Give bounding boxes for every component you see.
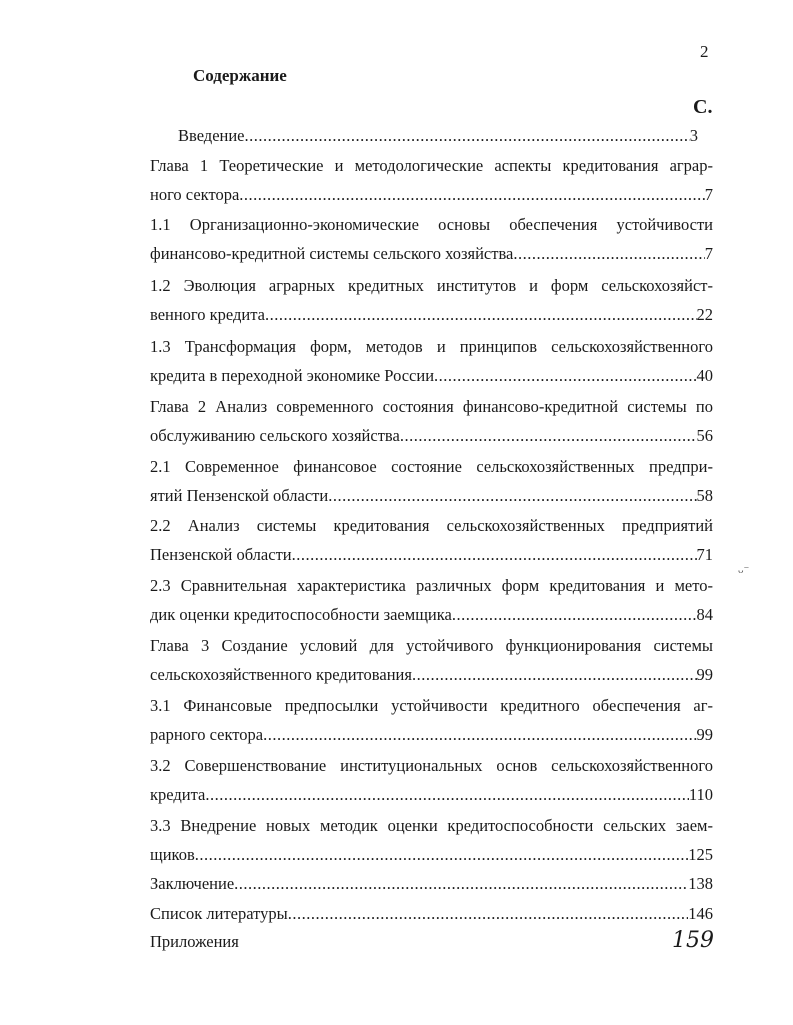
dot-leader [400,422,697,450]
toc-entry-title: Введение [178,126,245,145]
toc-entry [150,240,713,268]
dot-leader [434,362,696,390]
toc-page-number: 58 [696,486,713,505]
toc-entry-line: Глава 3 Создание условий для устойчивого функционирования системы [150,636,713,655]
toc-entry-title: кредита в переходной экономике России [150,366,435,385]
toc-page-number: 125 [688,845,713,864]
dot-leader [328,482,696,510]
dot-leader [205,781,689,809]
toc-entry-line: Глава 2 Анализ современного состояния финансово-кредитной системы по [150,397,713,416]
toc-page-number: 84 [696,605,713,624]
toc-entry-title: обслуживанию сельского хозяйства [150,426,400,445]
dot-leader [288,900,689,928]
toc-entry-line: 3.1 Финансовые предпосылки устойчивости кредитного обеспечения аг- [150,696,713,715]
dot-leader [513,240,704,268]
toc-entry [150,900,713,928]
toc-page-number: 7 [704,244,713,263]
toc-page-number: 110 [688,785,713,804]
dot-leader [265,301,697,329]
dot-leader [292,541,697,569]
dot-leader [412,661,697,689]
toc-entry-line: Глава 1 Теоретические и методологические аспекты кредитования аграр- [150,156,713,175]
toc-entry-title: кредита [150,785,206,804]
toc-entry-title: сельскохозяйственного кредитования [150,665,412,684]
toc-entry-line: 1.2 Эволюция аграрных кредитных институтов и форм сельскохозяйст- [150,276,713,295]
toc-entry [150,422,713,450]
toc-entry [150,181,713,209]
toc-entry-line: 1.1 Организационно-экономические основы обеспечения устойчивости [150,215,713,234]
toc-entry [150,870,713,898]
toc-entry-line: 3.3 Внедрение новых методик оценки кредитоспособности сельских заем- [150,816,713,835]
toc-entry [150,541,713,569]
toc-entry-title: ного сектора [150,185,240,204]
toc-entry-title: венного кредита [150,305,265,324]
toc-entry [150,841,713,869]
toc-entry [150,721,713,749]
toc-page-number: 40 [696,366,713,385]
toc-page-number: 7 [704,185,713,204]
toc-entry-line: 3.2 Совершенствование институциональных основ сельскохозяйственного [150,756,713,775]
toc-entry-title: Список литературы [150,904,288,923]
handwritten-page-number: 159 [672,928,714,953]
toc-entry-title: рарного сектора [150,725,264,744]
toc-entry-line: 2.3 Сравнительная характеристика различных форм кредитования и мето- [150,576,713,595]
scan-mark: ᴗ⁻ [738,564,750,576]
toc-entry-title: щиков [150,845,195,864]
toc-page-number: 71 [696,545,713,564]
dot-leader [195,841,688,869]
toc-entry-title: дик оценки кредитоспособности заемщика [150,605,452,624]
toc-page-number: 3 [689,126,698,145]
toc-entry [150,482,713,510]
toc-page-number: 22 [696,305,713,324]
toc-entry [150,781,713,809]
toc-entry-title: финансово-кредитной системы сельского хозяйства [150,244,514,263]
dot-leader [234,870,688,898]
toc-entry [150,661,713,689]
toc-entry-title: Пензенской области [150,545,292,564]
dot-leader [452,601,697,629]
toc-entry-line: 1.3 Трансформация форм, методов и принципов сельскохозяйственного [150,337,713,356]
toc-page-number: 99 [696,665,713,684]
dot-leader [245,122,690,150]
page-column-label: С. [693,96,713,118]
toc-entry [150,301,713,329]
toc-entry-line: 2.2 Анализ системы кредитования сельскохозяйственных предприятий [150,516,713,535]
dot-leader [263,721,696,749]
toc-entry-title: Приложения [150,932,239,951]
page-number: 2 [700,42,709,61]
toc-entry [178,122,698,150]
toc-entry-line: 2.1 Современное финансовое состояние сельскохозяйственных предпри- [150,457,713,476]
toc-page-number: 56 [696,426,713,445]
dot-leader [239,181,704,209]
toc-entry-title: Заключение [150,874,235,893]
toc-entry [150,601,713,629]
toc-page-number: 146 [688,904,713,923]
toc-entry [150,362,713,390]
page-title: Содержание [193,66,287,85]
toc-page-number: 138 [688,874,713,893]
toc-entry-title: ятий Пензенской области [150,486,329,505]
toc-page-number: 99 [696,725,713,744]
